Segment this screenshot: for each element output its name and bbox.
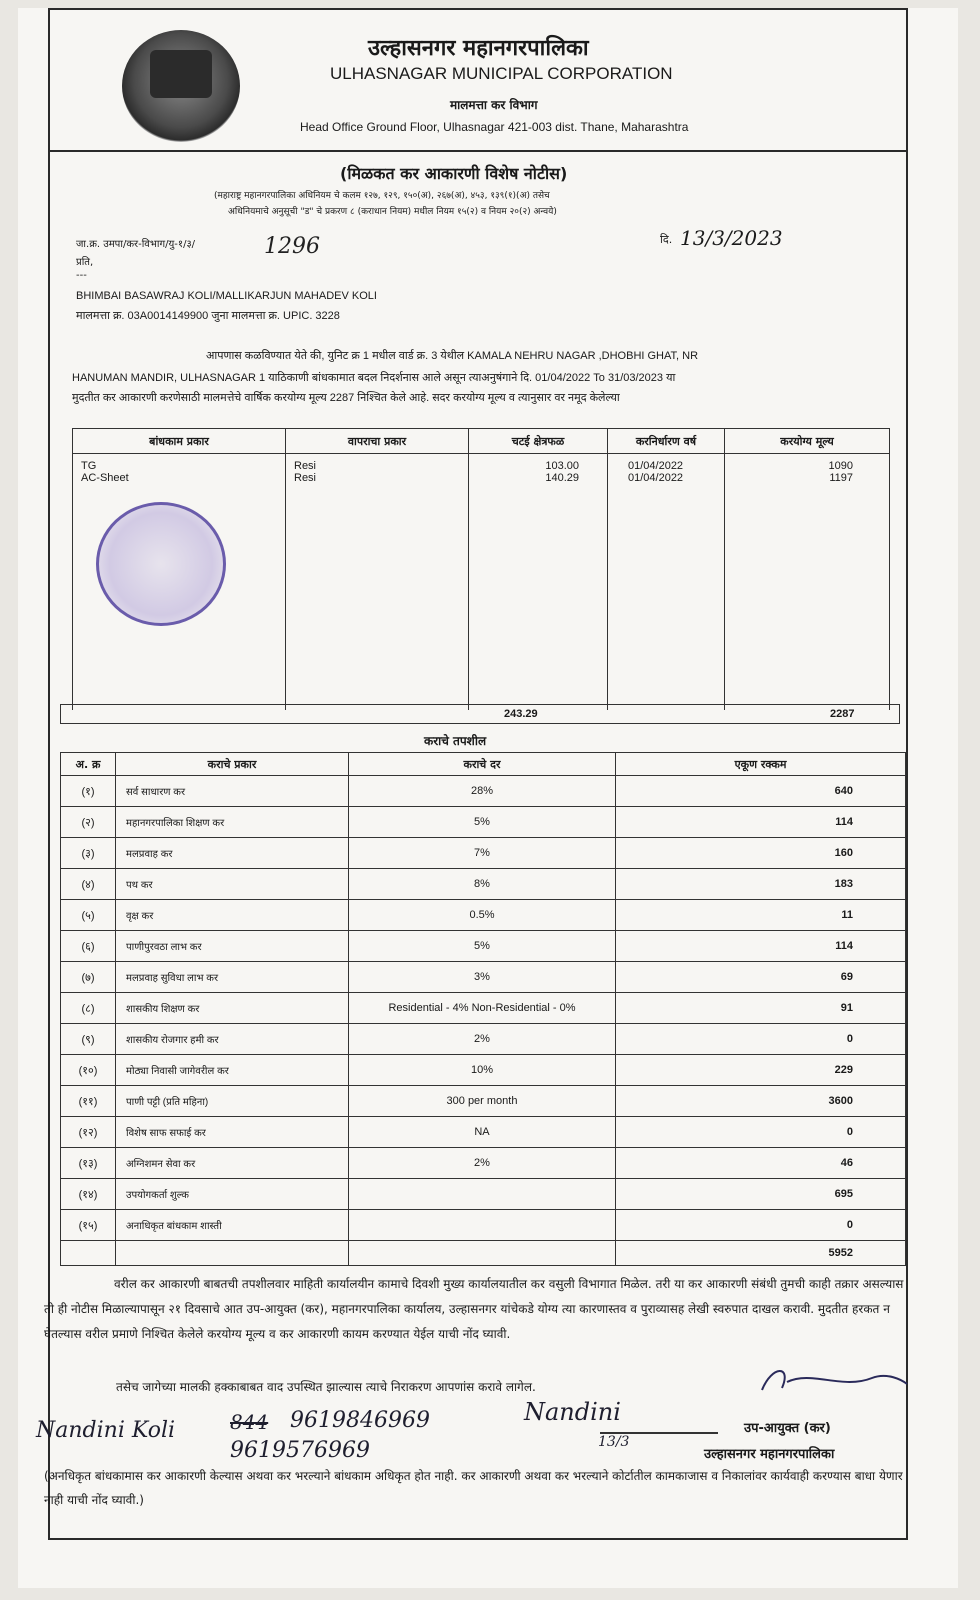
usage-value: Resi bbox=[294, 460, 317, 472]
tax-row bbox=[61, 993, 906, 1024]
tax-amount: 183 bbox=[616, 869, 906, 900]
handwritten-name: Nandini Koli bbox=[36, 1418, 176, 1443]
tax-row bbox=[61, 1210, 906, 1241]
tax-amount: 695 bbox=[616, 1179, 906, 1210]
officer-signature-mark bbox=[752, 1360, 912, 1400]
col-carpet-area: चटई क्षेत्रफळ bbox=[469, 429, 608, 454]
official-seal-stamp bbox=[96, 502, 226, 626]
notice-subtitle-1: (महाराष्ट्र महानगरपालिका अधिनियम चे कलम १२७, १२९, १५०(अ), २६७(अ), ४५३, १३९(१)(अ) तसेच bbox=[214, 191, 550, 201]
office-address: Head Office Ground Floor, Ulhasnagar 421-003 dist. Thane, Maharashtra bbox=[300, 120, 689, 134]
area-value: 103.00 bbox=[545, 460, 579, 472]
col-assessment-year: करनिर्धारण वर्ष bbox=[608, 429, 725, 454]
tax-amount: 160 bbox=[616, 838, 906, 869]
signature-line bbox=[600, 1432, 718, 1434]
tax-rate: 8% bbox=[349, 869, 616, 900]
year-value: 01/04/2022 bbox=[628, 472, 684, 484]
tax-row bbox=[61, 1055, 906, 1086]
date-label: दि. bbox=[660, 233, 673, 246]
col-usage-type: वापराचा प्रकार bbox=[286, 429, 469, 454]
tax-row bbox=[61, 838, 906, 869]
reference-label: जा.क्र. उमपा/कर-विभाग/यु-१/३/ bbox=[76, 239, 196, 250]
construction-value: AC-Sheet bbox=[81, 472, 129, 484]
tax-amount: 91 bbox=[616, 993, 906, 1024]
to-label: प्रति, bbox=[76, 257, 94, 268]
tax-rate: Residential - 4% Non-Residential - 0% bbox=[349, 993, 616, 1024]
col-serial: अ. क्र bbox=[61, 753, 116, 776]
tax-rate: NA bbox=[349, 1117, 616, 1148]
body-line-3: मुदतीत कर आकारणी करणेसाठी मालमत्तेचे वार्षिक करयोग्य मूल्य 2287 निश्चित केले आहे. सदर करयोग्य मूल्य व त्यानुसार वर नमूद केलेल्या bbox=[72, 392, 620, 404]
tax-rate: 2% bbox=[349, 1148, 616, 1179]
tax-amount: 0 bbox=[616, 1024, 906, 1055]
tax-rate: 2% bbox=[349, 1024, 616, 1055]
tax-row bbox=[61, 776, 906, 807]
tax-amount: 46 bbox=[616, 1148, 906, 1179]
tax-amount: 114 bbox=[616, 931, 906, 962]
total-area: 243.29 bbox=[504, 708, 538, 720]
handwritten-signature: Nandini bbox=[524, 1398, 621, 1426]
tax-type: शासकीय शिक्षण कर bbox=[116, 993, 349, 1024]
tax-type: पाणीपुरवठा लाभ कर bbox=[116, 931, 349, 962]
tax-rate: 5% bbox=[349, 931, 616, 962]
empty-cell bbox=[116, 1241, 349, 1266]
tax-rate: 28% bbox=[349, 776, 616, 807]
tax-type: उपयोगकर्ता शुल्क bbox=[116, 1179, 349, 1210]
date-value: 13/3/2023 bbox=[680, 226, 783, 250]
tax-amount: 640 bbox=[616, 776, 906, 807]
notice-subtitle-2: अधिनियमाचे अनुसूची "ड" चे प्रकरण ८ (कराधान नियम) मधील नियम १५(२) व नियम २०(२) अन्वये) bbox=[228, 207, 557, 217]
tax-type: वृक्ष कर bbox=[116, 900, 349, 931]
tax-row bbox=[61, 1117, 906, 1148]
tax-grand-total: 5952 bbox=[616, 1241, 906, 1266]
tax-amount: 229 bbox=[616, 1055, 906, 1086]
serial-number: (६) bbox=[61, 931, 116, 962]
tax-rate: 3% bbox=[349, 962, 616, 993]
tax-row bbox=[61, 1024, 906, 1055]
serial-number: (१) bbox=[61, 776, 116, 807]
serial-number: (१३) bbox=[61, 1148, 116, 1179]
tax-type: महानगरपालिका शिक्षण कर bbox=[116, 807, 349, 838]
usage-value: Resi bbox=[294, 472, 317, 484]
handwritten-date-scrawl: 13/3 bbox=[598, 1434, 630, 1450]
tax-rate: 10% bbox=[349, 1055, 616, 1086]
tax-row bbox=[61, 869, 906, 900]
body-line-1: आपणास कळविण्यात येते की, युनिट क्र 1 मधील वार्ड क्र. 3 येथील KAMALA NEHRU NAGAR ,DHOBHI GHAT, NR bbox=[206, 350, 699, 362]
serial-number: (५) bbox=[61, 900, 116, 931]
tax-rate bbox=[349, 1179, 616, 1210]
total-taxable-value: 2287 bbox=[830, 708, 855, 720]
body-line-2: HANUMAN MANDIR, ULHASNAGAR 1 याठिकाणी बांधकामात बदल निदर्शनास आले असून त्याअनुषंगाने दि. 01/04/2022 To 31/03/2023 या bbox=[72, 372, 676, 384]
footer-paragraph-1: वरील कर आकारणी बाबतची तपशीलवार माहिती कार्यालयीन कामाचे दिवशी मुख्य कार्यालयातील कर वसुली विभागात मिळेल. तरी या कर आकारणी संबंधी तुमची काही तक्रार असल्यास ती ही नोटीस मिळाल्यापासून २१ दिवसाचे आत उप-आयुक्त (कर), महानगरपालिका कार्यालय, उल्हासनगर यांचेकडे योग्य त्या कारणास्तव व पुराव्यासह लेखी स्वरुपात दाखल करावी. मुदतीत हरकत न घेतल्यास वरील प्रमाणे निश्चित केलेले करयोग्य मूल्य व कर आकारणी कायम करण्यात येईल याची नोंद घ्यावी. bbox=[44, 1277, 904, 1341]
tax-rate: 0.5% bbox=[349, 900, 616, 931]
handwritten-phone-1: 9619846969 bbox=[290, 1408, 430, 1433]
tax-row bbox=[61, 1148, 906, 1179]
owner-name: BHIMBAI BASAWRAJ KOLI/MALLIKARJUN MAHADEV KOLI bbox=[76, 290, 377, 302]
serial-number: (१५) bbox=[61, 1210, 116, 1241]
serial-number: (३) bbox=[61, 838, 116, 869]
serial-number: (४) bbox=[61, 869, 116, 900]
notice-title: (मिळकत कर आकारणी विशेष नोटीस) bbox=[340, 164, 568, 183]
tax-type: पथ कर bbox=[116, 869, 349, 900]
tax-rate: 7% bbox=[349, 838, 616, 869]
tax-type: विशेष साफ सफाई कर bbox=[116, 1117, 349, 1148]
serial-number: (२) bbox=[61, 807, 116, 838]
tax-amount: 0 bbox=[616, 1117, 906, 1148]
taxable-value: 1197 bbox=[829, 472, 853, 484]
department-name: मालमत्ता कर विभाग bbox=[450, 98, 538, 112]
col-total-amount: एकूण रक्कम bbox=[616, 753, 906, 776]
area-value: 140.29 bbox=[545, 472, 579, 484]
emblem-center bbox=[150, 50, 212, 98]
officer-corporation: उल्हासनगर महानगरपालिका bbox=[704, 1447, 835, 1462]
tax-amount: 11 bbox=[616, 900, 906, 931]
area-cell bbox=[469, 454, 608, 711]
corporation-title-marathi: उल्हासनगर महानगरपालिका bbox=[368, 36, 589, 61]
tax-type: मलप्रवाह कर bbox=[116, 838, 349, 869]
tax-row bbox=[61, 807, 906, 838]
empty-cell bbox=[61, 1241, 116, 1266]
tax-amount: 0 bbox=[616, 1210, 906, 1241]
tax-type: सर्व साधारण कर bbox=[116, 776, 349, 807]
tax-type: अनाधिकृत बांधकाम शास्ती bbox=[116, 1210, 349, 1241]
tax-amount: 114 bbox=[616, 807, 906, 838]
tax-type: अग्निशमन सेवा कर bbox=[116, 1148, 349, 1179]
serial-number: (७) bbox=[61, 962, 116, 993]
header-divider bbox=[50, 150, 908, 152]
tax-row bbox=[61, 931, 906, 962]
usage-cell bbox=[286, 454, 469, 711]
col-tax-rate: कराचे दर bbox=[349, 753, 616, 776]
taxable-value: 1090 bbox=[828, 460, 853, 472]
tax-rate: 300 per month bbox=[349, 1086, 616, 1117]
property-number: मालमत्ता क्र. 03A0014149900 जुना मालमत्ता क्र. UPIC. 3228 bbox=[76, 310, 340, 322]
value-cell bbox=[725, 454, 890, 711]
footer-paragraph-2: तसेच जागेच्या मालकी हक्काबाबत वाद उपस्थित झाल्यास त्याचे निराकरण आपणांस करावे लागेल. bbox=[116, 1380, 536, 1394]
tax-type: शासकीय रोजगार हमी कर bbox=[116, 1024, 349, 1055]
construction-value: TG bbox=[81, 460, 97, 472]
col-taxable-value: करयोग्य मूल्य bbox=[725, 429, 890, 454]
legal-note: (अनधिकृत बांधकामास कर आकारणी केल्यास अथवा कर भरल्याने बांधकाम अधिकृत होत नाही. कर आकारणी अथवा कर भरल्याने कोर्टातील कामकाजास व निकालांवर कार्यवाही करण्यास बाधा येणार नाही याची नोंद घ्यावी.) bbox=[44, 1469, 903, 1507]
serial-number: (८) bbox=[61, 993, 116, 1024]
tax-amount: 69 bbox=[616, 962, 906, 993]
reference-number: 1296 bbox=[264, 234, 320, 259]
serial-number: (११) bbox=[61, 1086, 116, 1117]
tax-total-row bbox=[61, 1241, 906, 1266]
tax-amount: 3600 bbox=[616, 1086, 906, 1117]
tax-type: मलप्रवाह सुविधा लाभ कर bbox=[116, 962, 349, 993]
tax-row bbox=[61, 1179, 906, 1210]
tax-row bbox=[61, 900, 906, 931]
empty-cell bbox=[349, 1241, 616, 1266]
corporation-title-english: ULHASNAGAR MUNICIPAL CORPORATION bbox=[330, 64, 673, 83]
tax-rate bbox=[349, 1210, 616, 1241]
serial-number: (१०) bbox=[61, 1055, 116, 1086]
handwritten-struck-text: 844 bbox=[230, 1410, 269, 1434]
handwritten-phone-2: 9619576969 bbox=[230, 1438, 370, 1463]
year-value: 01/04/2022 bbox=[628, 460, 684, 472]
officer-designation: उप-आयुक्त (कर) bbox=[744, 1421, 831, 1436]
tax-type: मोठ्या निवासी जागेवरील कर bbox=[116, 1055, 349, 1086]
to-placeholder: --- bbox=[76, 270, 87, 281]
tax-rate: 5% bbox=[349, 807, 616, 838]
serial-number: (१२) bbox=[61, 1117, 116, 1148]
col-tax-type: कराचे प्रकार bbox=[116, 753, 349, 776]
tax-row bbox=[61, 1086, 906, 1117]
year-cell bbox=[608, 454, 725, 711]
col-construction-type: बांधकाम प्रकार bbox=[73, 429, 286, 454]
tax-details-table bbox=[60, 752, 906, 1266]
tax-row bbox=[61, 962, 906, 993]
serial-number: (९) bbox=[61, 1024, 116, 1055]
property-total-row bbox=[60, 704, 900, 724]
tax-type: पाणी पट्टी (प्रति महिना) bbox=[116, 1086, 349, 1117]
serial-number: (१४) bbox=[61, 1179, 116, 1210]
tax-table-caption: कराचे तपशील bbox=[424, 734, 487, 748]
